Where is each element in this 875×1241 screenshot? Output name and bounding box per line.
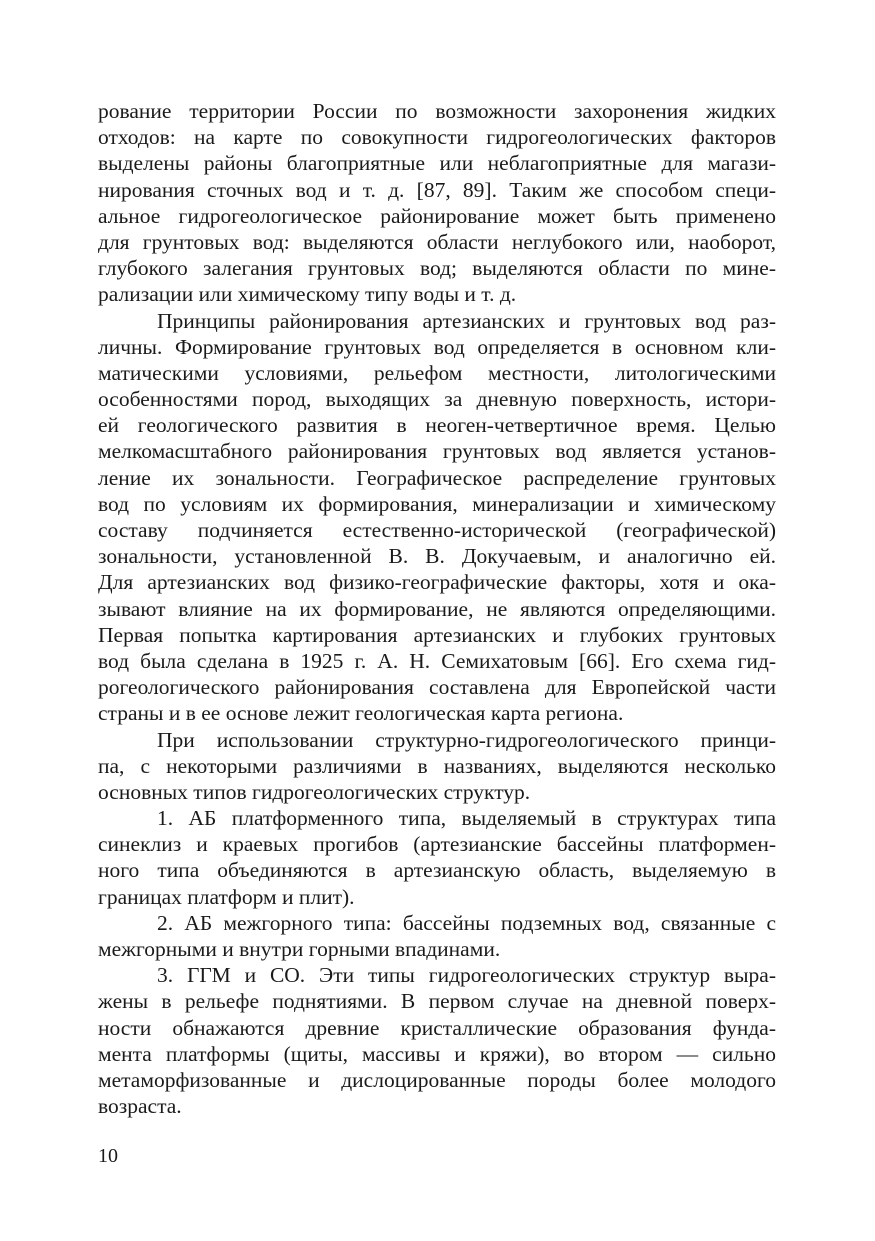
text-line: межгорными и внутри горными впадинами. <box>98 937 501 961</box>
text-line: выделены районы благоприятные или неблагоприятные для магази- <box>98 151 776 176</box>
text-line: для грунтовых вод: выделяются области неглубокого или, наоборот, <box>98 229 776 254</box>
text-line: зывают влияние на их формирование, не являются определяющими. <box>98 596 776 621</box>
text-line: отходов: на карте по совокупности гидрогеологических факторов <box>98 125 776 150</box>
list-item-1 <box>98 805 776 910</box>
text-line: вод по условиям их формирования, минерализации и химическому <box>98 491 776 516</box>
text-line: глубокого залегания грунтовых вод; выделяются области по мине- <box>98 256 776 281</box>
text-line: ного типа объединяются в артезианскую область, выделяемую в <box>98 858 776 883</box>
list-item-2 <box>98 910 776 962</box>
text-line: Принципы районирования артезианских и грунтовых вод раз- <box>157 308 776 333</box>
text-line: 1. АБ платформенного типа, выделяемый в структурах типа <box>157 806 776 831</box>
text-line: составу подчиняется естественно-исторической (географической) <box>98 518 776 542</box>
text-line: ей геологического развития в неоген-четвертичное время. Целью <box>98 413 776 438</box>
text-line: мелкомасштабного районирования грунтовых вод является установ- <box>98 439 776 464</box>
text-line: альное гидрогеологическое районирование может быть применено <box>98 203 776 228</box>
list-item-3 <box>98 962 776 1119</box>
text-line: рование территории России по возможности захоронения жидких <box>98 99 776 123</box>
text-line: жены в рельефе поднятиями. В первом случае на дневной поверх- <box>98 989 776 1014</box>
text-line: Для артезианских вод физико-географические факторы, хотя и ока- <box>98 570 776 595</box>
page-body <box>98 98 776 1119</box>
text-line: страны и в ее основе лежит геологическая карта региона. <box>98 701 624 726</box>
text-line: зональности, установленной В. В. Докучаевым, и аналогично ей. <box>98 544 776 569</box>
page-number: 10 <box>98 1145 118 1167</box>
text-line: ление их зональности. Географическое распределение грунтовых <box>98 465 776 490</box>
text-line: нирования сточных вод и т. д. [87, 89]. Таким же способом специ- <box>98 177 776 202</box>
text-line: матическими условиями, рельефом местности, литологическими <box>98 360 776 385</box>
text-line: метаморфизованные и дислоцированные породы более молодого <box>98 1067 776 1092</box>
paragraph-3 <box>98 727 776 806</box>
text-line: возраста. <box>98 1094 182 1119</box>
text-line: рогеологического районирования составлена для Европейской части <box>98 675 776 700</box>
text-line: вод была сделана в 1925 г. А. Н. Семихатовым [66]. Его схема гид- <box>98 648 776 673</box>
paragraph-1 <box>98 98 776 308</box>
text-line: 3. ГГМ и СО. Эти типы гидрогеологических структур выра- <box>157 963 776 988</box>
text-line: па, с некоторыми различиями в названиях, выделяются несколько <box>98 753 776 778</box>
text-line: При использовании структурно-гидрогеологического принци- <box>157 727 776 752</box>
text-line: рализации или химическому типу воды и т. д. <box>98 282 517 307</box>
text-line: личны. Формирование грунтовых вод определяется в основном кли- <box>98 334 776 359</box>
text-line: границах платформ и плит). <box>98 884 355 909</box>
text-line: особенностями пород, выходящих за дневную поверхность, истори- <box>98 387 776 412</box>
text-line: 2. АБ межгорного типа: бассейны подземных вод, связанные с <box>157 910 776 935</box>
text-line: Первая попытка картирования артезианских и глубоких грунтовых <box>98 622 776 647</box>
paragraph-2 <box>98 308 776 727</box>
text-line: синеклиз и краевых прогибов (артезианские бассейны платформен- <box>98 832 776 857</box>
text-line: ности обнажаются древние кристаллические образования фунда- <box>98 1015 776 1040</box>
text-line: основных типов гидрогеологических структур. <box>98 779 531 804</box>
text-line: мента платформы (щиты, массивы и кряжи), во втором — сильно <box>98 1041 776 1066</box>
